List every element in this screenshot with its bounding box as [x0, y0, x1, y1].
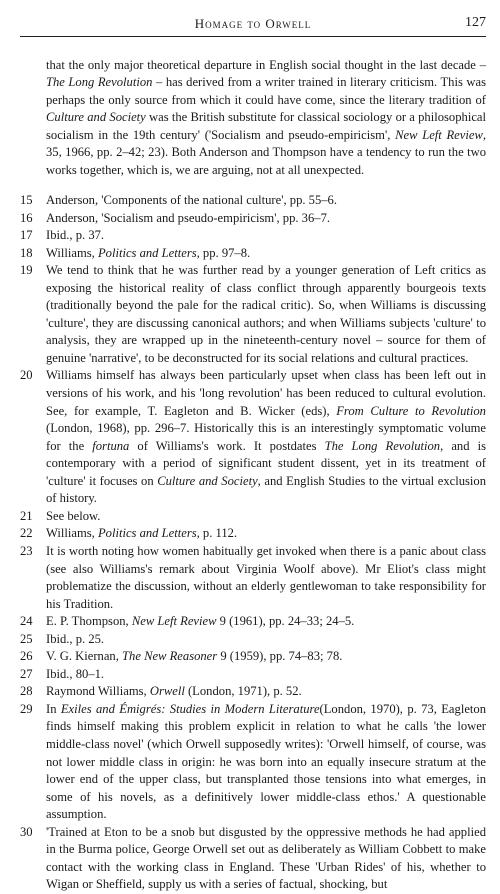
footnote: [20, 666, 486, 684]
footnote: [20, 508, 486, 526]
footnote-number: 25: [20, 631, 33, 646]
text-run: , pp. 97–8.: [196, 245, 251, 260]
book-title: From Culture to Revolution: [336, 403, 486, 418]
book-title: Exiles and Émigrés: Studies in Modern Literature: [60, 701, 320, 716]
footnote: [20, 192, 486, 210]
footnote: [20, 631, 486, 649]
footnote: [20, 701, 486, 824]
text-run: Anderson, 'Components of the national culture', pp. 55–6.: [46, 193, 337, 208]
journal-title: New Left Review: [131, 614, 217, 629]
footnote: [20, 683, 486, 701]
footnote-text: [46, 367, 486, 507]
footnote-text: [46, 245, 486, 263]
footnote-number: 22: [20, 526, 33, 541]
text-run: Ibid., p. 37.: [46, 228, 105, 243]
book-title: Culture and Society: [157, 473, 258, 488]
book-title: Culture and Society: [46, 110, 146, 125]
text-run: Ibid., 80–1.: [46, 666, 105, 681]
text-run: It is worth noting how women habitually get invoked when there is a panic about class (see also Williams's remark about Virginia Woolf above). Mr Eliot's class might problematize the discussion, without an elderly gentlewoman to take responsibility for his Tradition.: [46, 543, 486, 611]
text-run: (London, 1968), pp. 296–7. Historically this is an interestingly symptomatic volume for the: [46, 421, 486, 453]
continued-note-paragraph: [20, 57, 486, 180]
text-run: 9 (1959), pp. 74–83; 78.: [217, 649, 343, 664]
footnote-text: [46, 525, 486, 543]
text-run: (London, 1971), p. 52.: [184, 684, 302, 699]
book-title: The Long Revolution: [46, 75, 153, 90]
text-run: Ibid., p. 25.: [46, 631, 105, 646]
text-run: of Williams's work. It postdates: [129, 438, 325, 453]
footnote: [20, 227, 486, 245]
footnote: [20, 245, 486, 263]
text-run: was the British substitute for classical sociology or a philosophical socialism in the 19th century' ('Socialism and pseudo-empiricism',: [46, 110, 486, 142]
journal-title: The New Reasoner: [122, 649, 218, 664]
footnote-number: 29: [20, 701, 33, 716]
text-run: – has derived from a writer trained in literary criticism. This was perhaps the only source from which it could have come, since the literary tradition of: [46, 75, 487, 107]
footnote: [20, 613, 486, 631]
footnote: [20, 824, 486, 894]
footnote-text: [46, 262, 486, 367]
footnote-number: 19: [20, 263, 33, 278]
footnote-number: 23: [20, 543, 33, 558]
footnote-text: [46, 701, 486, 824]
book-title: The Long Revolution: [324, 438, 441, 453]
page-header: [20, 14, 486, 37]
footnote-text: [46, 631, 486, 649]
text-run: In: [46, 701, 61, 716]
footnote-text: [46, 613, 486, 631]
text-run: Williams himself has always been particularly upset when class has been left out in versions of his work, and his 'long revolution' has been reduced to cultural evolution. See, for example, T. Eagleton and B. Wicker (eds),: [46, 368, 486, 418]
footnote: [20, 525, 486, 543]
text-run: E. P. Thompson,: [46, 614, 132, 629]
text-run: 9 (1961), pp. 24–33; 24–5.: [216, 614, 355, 629]
footnote-number: 20: [20, 368, 33, 383]
footnote: [20, 367, 486, 507]
text-run: See below.: [46, 508, 101, 523]
text-run: Anderson, 'Socialism and pseudo-empiricism', pp. 36–7.: [46, 210, 331, 225]
footnote-text: [46, 227, 486, 245]
text-run: (London, 1970), p. 73, Eagleton finds himself making this problem explicit in relation to what he calls 'the lower middle-class novel' (which Orwell supposedly writes): 'Orwell himself, of course, was not lower middle class in origin: he was born into an equally insecure stratum at the lower end of the upper class, but transplanted those tensions into what emerges, in some of his novels, as a definitively lower middle-class ethos.' A questionable assumption.: [46, 701, 487, 822]
footnote: [20, 648, 486, 666]
footnote-number: 24: [20, 614, 33, 629]
text-run: , 35, 1966, pp. 2–42; 23). Both Anderson and Thompson have a tendency to run the two works together, which is, we are arguing, not at all unexpected.: [46, 127, 487, 177]
italic-term: fortuna: [92, 438, 130, 453]
footnote: [20, 262, 486, 367]
footnote-text: [46, 210, 486, 228]
footnote-text: [46, 508, 486, 526]
footnote-number: 28: [20, 684, 33, 699]
text-run: Williams,: [46, 526, 98, 541]
footnote-number: 27: [20, 666, 33, 681]
footnote-number: 30: [20, 824, 33, 839]
footnote-number: 21: [20, 508, 33, 523]
footnote-number: 26: [20, 649, 33, 664]
footnote-text: [46, 192, 486, 210]
book-title: Orwell: [149, 684, 185, 699]
page-number: 127: [465, 15, 486, 30]
footnote-text: [46, 543, 486, 613]
running-head: Homage to Orwell: [194, 16, 312, 31]
footnote: [20, 543, 486, 613]
text-run: , and English Studies to the virtual exclusion of history.: [46, 473, 486, 506]
footnote-text: [46, 824, 486, 894]
text-run: Williams,: [46, 245, 98, 260]
footnote-number: 17: [20, 228, 33, 243]
journal-title: New Left Review: [395, 127, 483, 142]
footnote-number: 18: [20, 245, 33, 260]
footnote: [20, 210, 486, 228]
text-run: V. G. Kiernan,: [46, 649, 123, 664]
footnote-text: [46, 666, 486, 684]
notes-body: [20, 44, 486, 894]
footnote-number: 16: [20, 210, 33, 225]
text-run: , and is contemporary with a period of significant student dissent, yet in its treatment of 'culture' it focuses on: [46, 438, 487, 488]
footnote-text: [46, 648, 486, 666]
footnote-text: [46, 683, 486, 701]
text-run: , p. 112.: [196, 526, 238, 541]
text-run: Raymond Williams,: [46, 684, 150, 699]
text-run: We tend to think that he was further read by a younger generation of Left critics as exposing the historical reality of class conflict through apparently bourgeois texts (traditionally beyond the pale for the radical critic). So, when Williams is discussing 'culture', they are discussing canonical authors; and when Williams subjects 'culture' to analysis, they are wrapped up in the nineteenth-century novel – source for them of genuine 'narrative', to be deconstructed for its social relations and cultural practices.: [46, 263, 486, 365]
book-title: Politics and Letters: [97, 526, 197, 541]
book-title: Politics and Letters: [97, 245, 197, 260]
text-run: that the only major theoretical departure in English social thought in the last decade –: [46, 57, 486, 72]
text-run: 'Trained at Eton to be a snob but disgusted by the oppressive methods he had applied in the Burma police, George Orwell set out as deliberately as William Cobbett to make contact with the working class in England. These 'Urban Rides' of his, whether to Wigan or Sheffield, supply us with a series of factual, shocking, but: [46, 824, 486, 892]
footnote-number: 15: [20, 193, 33, 208]
